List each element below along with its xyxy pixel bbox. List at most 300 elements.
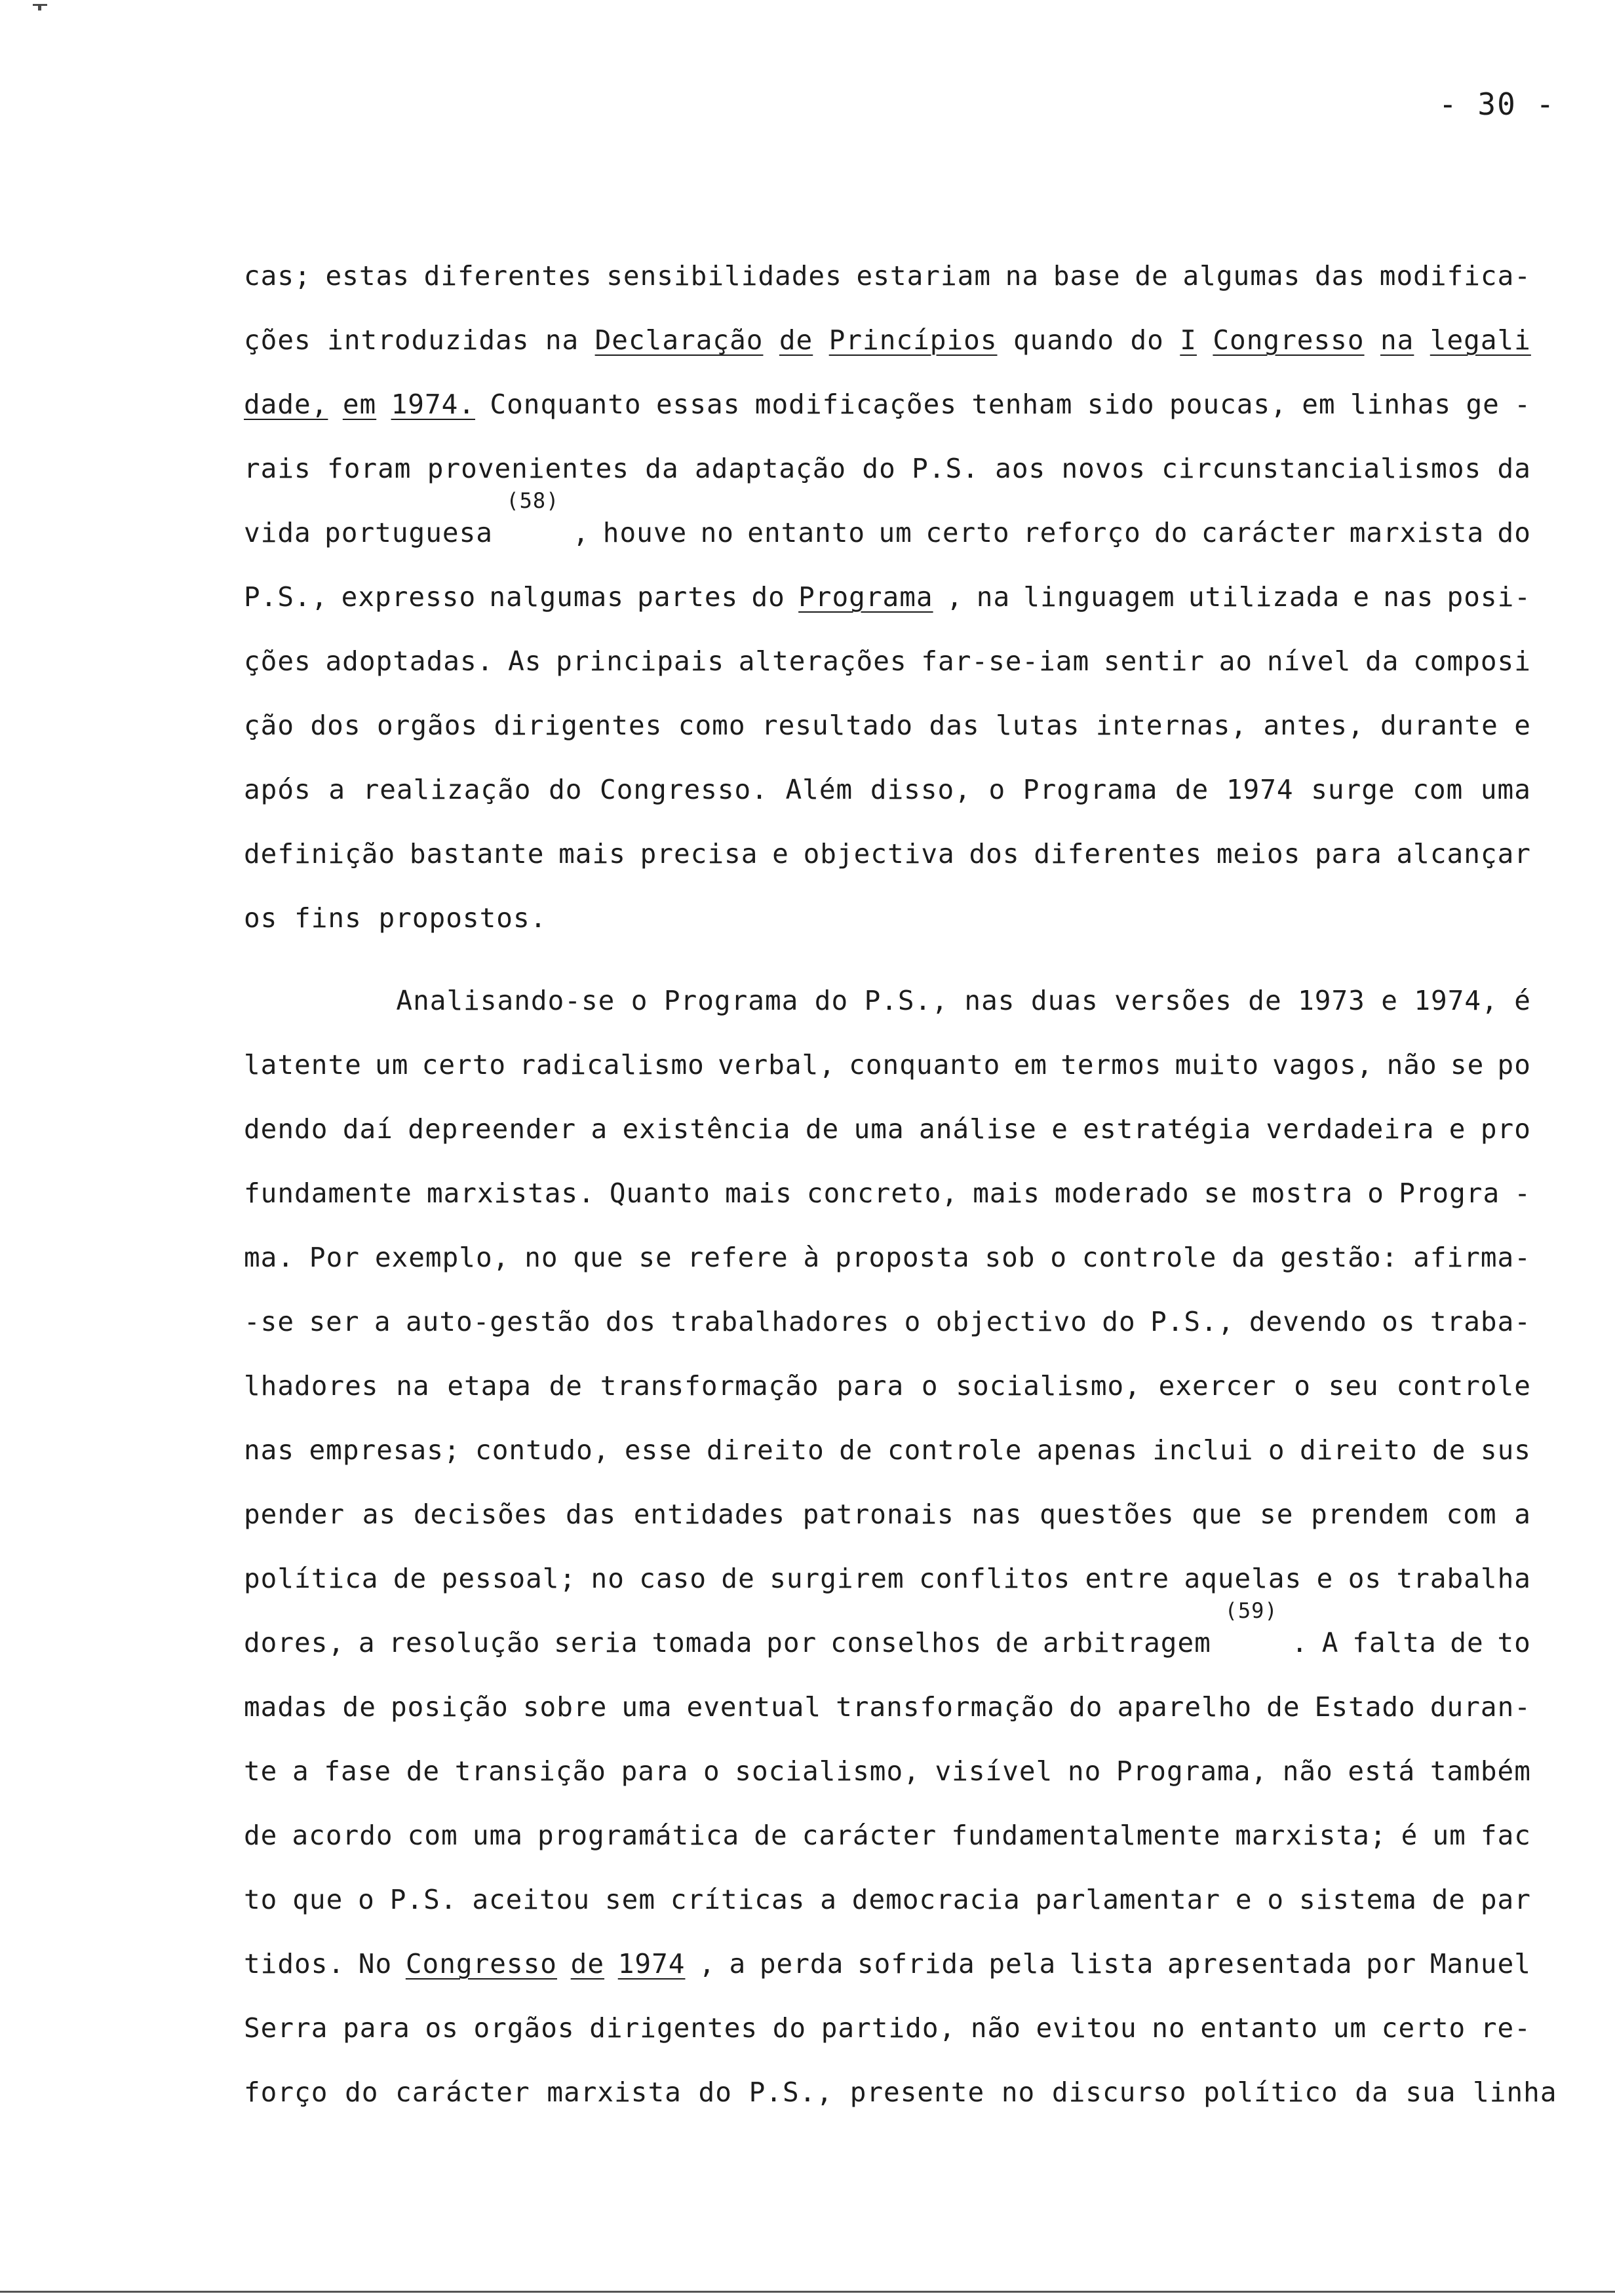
word: de [839,1434,873,1466]
word: estariam [856,260,992,292]
word: controle [887,1434,1022,1466]
word: linha [1473,2076,1557,2108]
underlined-word: dade, [244,389,328,420]
word: certo [925,517,1010,548]
word: a [358,1627,376,1658]
word: P.S. [912,453,979,484]
word: exercer [1158,1370,1277,1402]
word: ma. [244,1242,295,1273]
word: para [1315,838,1382,870]
word: de [244,1820,278,1851]
word: de [1248,985,1282,1016]
word: fac [1480,1820,1531,1851]
word: bastante [409,838,545,870]
word: o [703,1755,720,1787]
word: do [1497,517,1531,548]
text-line [244,886,1531,950]
word: do [751,581,785,613]
word: certo [421,1049,507,1081]
word: transformação [600,1370,819,1402]
word: 1973 [1298,985,1365,1016]
scan-speck-mark [38,5,41,10]
word: das [565,1499,617,1530]
word: questões [1040,1499,1175,1530]
word: como [678,710,746,741]
word: certo [1381,2012,1466,2044]
word: lutas [996,710,1080,741]
word: latente [244,1049,362,1081]
word: P.S., [864,985,948,1016]
word: socialismo, [956,1370,1141,1402]
word: um [375,1049,409,1081]
word: seria [554,1627,638,1658]
word: acordo [292,1820,393,1851]
word: à [803,1242,821,1273]
word: e [1353,581,1370,613]
word: tomada [652,1627,753,1658]
word: de [342,1691,376,1723]
text-line [244,1161,1531,1225]
word: nas [971,1499,1022,1530]
word: está [1348,1755,1416,1787]
word: e [1381,985,1398,1016]
word: é [1514,985,1531,1016]
word: a [292,1755,309,1787]
word: com [1412,774,1464,805]
word: da [1232,1242,1266,1273]
word: surgirem [769,1563,905,1594]
word: sentir [1103,645,1205,677]
word: política [244,1563,379,1594]
word: sido [1087,389,1155,420]
word: arbitragem [1042,1627,1211,1658]
word: novos [1061,453,1146,484]
underlined-word: de [570,1948,605,1980]
word: sensibilidades [606,260,842,292]
word: o [1050,1242,1068,1273]
word: caso [639,1563,707,1594]
word: portuguesa [324,517,493,548]
word: carácter [1201,517,1336,548]
word: é [1401,1820,1418,1851]
word: tenham [971,389,1073,420]
word: de [393,1563,427,1594]
word: Quanto [609,1177,710,1209]
word: pessoal; [441,1563,577,1594]
word: empresas; [309,1434,461,1466]
word: a [820,1884,837,1915]
text-line [244,1675,1531,1739]
text-line [244,436,1531,501]
word: do [1130,324,1164,356]
word: de [549,1370,583,1402]
word: o [1294,1370,1311,1402]
word: tidos. [244,1948,345,1980]
word: uma [621,1691,672,1723]
word: estas [325,260,410,292]
underlined-word: 1974. [391,389,475,420]
word: Programa [1022,774,1158,805]
word: -se [244,1306,295,1337]
word: objectivo [935,1306,1087,1337]
word: os [1348,1563,1382,1594]
text-line [244,1225,1531,1290]
word: no [1067,1755,1102,1787]
word: conselhos [830,1627,983,1658]
word: sua [1405,2076,1456,2108]
word: uma [1480,774,1531,805]
word: o [1268,1434,1285,1466]
word: entanto [1200,2012,1319,2044]
word: ções [244,645,311,677]
word: No [358,1948,393,1980]
word: dirigentes [589,2012,758,2044]
word: diferentes [423,260,593,292]
word: decisões [413,1499,549,1530]
word: o [988,774,1006,805]
underlined-word: Congresso [405,1948,557,1980]
word: sobre [522,1691,608,1723]
word: vagos, [1272,1049,1374,1081]
word: fundamente [244,1177,412,1209]
word: 1974, [1414,985,1498,1016]
word: resultado [761,710,914,741]
paragraph [244,244,1531,950]
underlined-word: Declaração [594,324,764,356]
word: controle [1396,1370,1531,1402]
word: das [929,710,980,741]
word: apenas [1036,1434,1138,1466]
word: entre [1085,1563,1170,1594]
word: As [508,645,542,677]
word: expresso [341,581,477,613]
word: orgãos [376,710,478,741]
text-line [244,1097,1531,1161]
word: patronais [802,1499,954,1530]
word: verdadeira [1266,1113,1435,1145]
word: sus [1480,1434,1531,1466]
word: P.S., [749,2076,833,2108]
word: os [425,2012,459,2044]
word: falta [1352,1627,1437,1658]
word: mais [973,1177,1040,1209]
word: de [1432,1434,1466,1466]
word: no [591,1563,625,1594]
paragraph [244,968,1557,2124]
word: meios [1216,838,1301,870]
word: trabalha [1396,1563,1531,1594]
word: essas [655,389,741,420]
word: par [1480,1884,1531,1915]
text-line [244,1867,1531,1932]
text-line [244,757,1531,822]
word: também [1430,1755,1531,1787]
word: e [772,838,789,870]
word: democracia [851,1884,1021,1915]
text-line [244,1932,1531,1996]
text-line [244,1354,1531,1418]
word: em [1302,389,1336,420]
word: uma [853,1113,905,1145]
word: durante [1380,710,1498,741]
word: Estado [1314,1691,1416,1723]
word: modifica- [1379,260,1531,292]
word: Serra [244,2012,328,2044]
text-line [244,1482,1531,1546]
word: exemplo, [374,1242,510,1273]
word: reforço [1022,517,1141,548]
word: no [700,517,734,548]
word: evitou [1036,2012,1137,2044]
word: conquanto [849,1049,1001,1081]
word: refere [687,1242,788,1273]
word: por [1366,1948,1417,1980]
text-line [244,629,1531,693]
word: dirigentes [494,710,663,741]
word: pro [1480,1113,1531,1145]
word: não [970,2012,1021,2044]
word: discurso [1051,2076,1187,2108]
word: que [573,1242,624,1273]
word: marxista [547,2076,682,2108]
word: , [946,581,963,613]
text-line [244,565,1531,629]
word: existência [622,1113,791,1145]
word: as [362,1499,397,1530]
word: base [1053,260,1121,292]
word: e [1514,710,1531,741]
underlined-word: Princípios [828,324,998,356]
word: dendo [244,1113,328,1145]
text-line [244,1598,1531,1675]
text-line [244,1739,1531,1803]
text-line [244,372,1531,436]
footnote-reference: (58) [506,488,560,513]
word: do [698,2076,732,2108]
word: , [699,1948,716,1980]
word: direito [707,1434,825,1466]
word: os [1382,1306,1416,1337]
word: o [921,1370,939,1402]
word: do [345,2076,379,2108]
word: principais [556,645,725,677]
underlined-word: na [1380,324,1414,356]
word: da [1497,453,1531,484]
word: conflitos [919,1563,1071,1594]
word: que [292,1884,343,1915]
word: Além [785,774,853,805]
text-line [244,1418,1531,1482]
word: na [396,1370,430,1402]
word: na [976,581,1011,613]
word: houve [602,517,688,548]
word: após [244,774,311,805]
word: te [244,1755,278,1787]
word: que [1192,1499,1243,1530]
word: de [995,1627,1030,1658]
word: versões [1114,985,1232,1016]
word: etapa [447,1370,532,1402]
word: um [878,517,912,548]
word: verbal, [718,1049,836,1081]
word: introduzidas [327,324,530,356]
page-bottom-edge [0,2291,1615,2293]
word: ção [244,710,295,741]
word: controle [1081,1242,1217,1273]
word: marxista [1349,517,1485,548]
word: parlamentar [1035,1884,1221,1915]
word: alterações [738,645,907,677]
word: precisa [640,838,758,870]
underlined-word: de [779,324,813,356]
word: eventual [686,1691,822,1723]
word: sofrida [857,1948,975,1980]
word: nas [964,985,1015,1016]
word: de [1175,774,1209,805]
word: no [1001,2076,1036,2108]
page-number: - 30 - [1439,86,1556,122]
word: estratégia [1083,1113,1252,1145]
word: carácter [395,2076,530,2108]
word: apresentada [1167,1948,1353,1980]
word: o [358,1884,375,1915]
word: surge [1311,774,1395,805]
word: poucas, [1169,389,1287,420]
text-line [244,1803,1531,1867]
word: a [591,1113,608,1145]
word: se [1450,1049,1485,1081]
word: Programa [663,985,799,1016]
word: pela [988,1948,1057,1980]
word: o [904,1306,922,1337]
underlined-word: Programa [798,581,933,613]
word: pender [244,1499,345,1530]
word: radicalismo [519,1049,705,1081]
text-line [244,1033,1531,1097]
word: mais [725,1177,792,1209]
word: fundamentalmente [951,1820,1221,1851]
body-text [244,244,1557,2124]
word: ao [1218,645,1253,677]
word: se [638,1242,672,1273]
word: aquelas [1184,1563,1302,1594]
word: mostra [1252,1177,1353,1209]
word: depreender [408,1113,577,1145]
text-line [244,488,1531,565]
word: adoptadas. [325,645,494,677]
word: de [805,1113,840,1145]
word: cas; [244,260,311,292]
word: A [1321,1627,1339,1658]
word: posição [390,1691,509,1723]
word: madas [244,1691,328,1723]
word: na [1005,260,1040,292]
word: fins [294,902,362,934]
word: duas [1030,985,1099,1016]
word: P.S. [389,1884,457,1915]
word: , [572,517,590,548]
word: programática [537,1820,740,1851]
word: político [1203,2076,1338,2108]
word: afirma- [1413,1242,1531,1273]
word: aceitou [472,1884,591,1915]
word: linhas [1350,389,1452,420]
word: presente [849,2076,985,2108]
word: Programa, [1116,1755,1268,1787]
word: com [407,1820,458,1851]
text-line [244,244,1531,308]
word: sob [984,1242,1036,1273]
word: de [754,1820,788,1851]
word: perda [759,1948,844,1980]
word: linguagem [1023,581,1175,613]
word: - [1514,1177,1531,1209]
word: prendem [1311,1499,1429,1530]
word: ge [1466,389,1500,420]
underlined-word: I [1180,324,1197,356]
word: modificações [754,389,957,420]
word: contudo, [475,1434,610,1466]
word: a [729,1948,747,1980]
word: e [1235,1884,1253,1915]
word: não [1282,1755,1333,1787]
underlined-word: em [342,389,377,420]
word: do [772,2012,807,2044]
word: análise [919,1113,1037,1145]
word: esse [624,1434,692,1466]
word: Conquanto [490,389,642,420]
word: socialismo, [735,1755,920,1787]
word: . [1291,1627,1309,1658]
word: lhadores [244,1370,379,1402]
word: vida [244,517,311,548]
word: do [549,774,583,805]
word: nível [1266,645,1352,677]
word: entidades [633,1499,785,1530]
word: far-se-iam [921,645,1090,677]
word: utilizada [1188,581,1340,613]
word: a [1514,1499,1531,1530]
word: por [766,1627,817,1658]
word: de [406,1755,440,1787]
word: seu [1328,1370,1379,1402]
underlined-word: legali [1430,324,1531,356]
text-line [244,822,1531,886]
word: proposta [835,1242,970,1273]
word: transição [454,1755,606,1787]
word: daí [342,1113,393,1145]
word: Analisando-se [396,985,615,1016]
word: de [721,1563,755,1594]
word: marxista; [1235,1820,1387,1851]
word: duran- [1430,1691,1531,1723]
word: no [524,1242,558,1273]
word: 1974 [1226,774,1294,805]
word: com [1446,1499,1497,1530]
word: po [1497,1049,1531,1081]
paragraph-indent [244,968,380,1033]
word: auto-gestão [405,1306,591,1337]
word: fase [324,1755,392,1787]
word: Manuel [1430,1948,1531,1980]
word: em [1013,1049,1047,1081]
word: aparelho [1117,1691,1253,1723]
word: propostos. [378,902,547,934]
word: algumas [1182,260,1301,292]
word: dos [969,838,1020,870]
word: do [814,985,849,1016]
word: P.S., [244,581,328,613]
